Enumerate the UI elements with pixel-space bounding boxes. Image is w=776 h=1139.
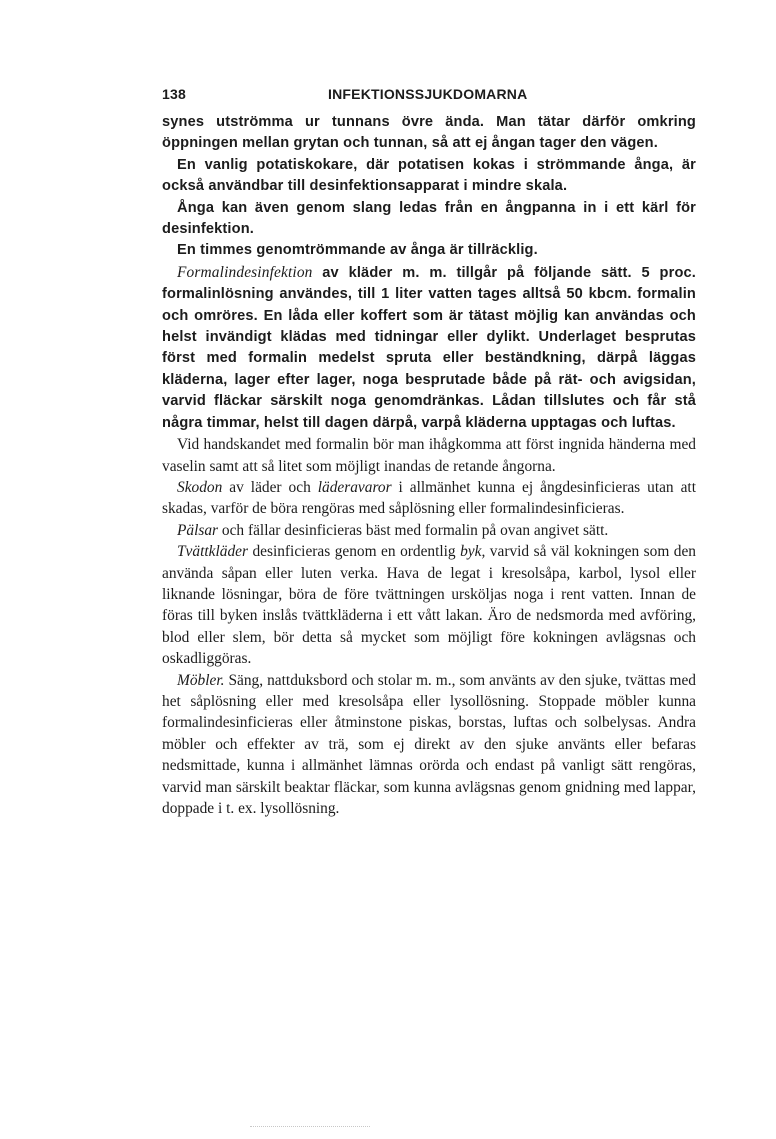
italic-lead: Möbler.: [177, 671, 225, 689]
italic-lead: Skodon: [177, 478, 223, 496]
plain-section: [162, 434, 696, 819]
footer-smudge: [250, 1126, 370, 1128]
paragraph: Möbler. Säng, nattduksbord och stolar m. m., som använts av den sjuke, tvättas med het såplösning eller med kresolsåpa eller lysollösning. Stoppade möbler kunna formalindesinficieras eller åtminstone piskas, borstas, luftas och solbelysas. Andra möbler och effekter av trä, som ej direkt av den sjuke använts eller befaras nedsmittade, kunna i allmänhet lämnas orörda och endast på vanligt sätt rengöras, varvid man särskilt beaktar fläckar, som kunna avlägsnas genom gnidning med lappar, doppade i t. ex. lysollösning.: [162, 671, 696, 817]
italic-lead: Pälsar: [177, 521, 219, 539]
paragraph: synes utströmma ur tunnans övre ända. Man tätar därför omkring öppningen mellan grytan och tunnan, så att ej ångan tager den vägen.: [162, 114, 696, 152]
paragraph: En vanlig potatiskokare, där potatisen kokas i strömmande ånga, är också användbar till desinfektionsapparat i mindre skala.: [162, 156, 696, 195]
running-title: INFEKTIONSSJUKDOMARNA: [328, 86, 528, 102]
paragraph: Skodon av läder och läderavaror i allmänhet kunna ej ångdesinficieras utan att skadas, varför de böra rengöras med såplösning eller formalindesinficieras.: [162, 478, 696, 518]
paragraph: Tvättkläder desinficieras genom en ordentlig byk, varvid så väl kokningen som den använda såpan eller luten verka. Hava de legat i kresolsåpa, karbol, lysol eller liknande lösningar, böra de före tvättningen ursköljas noga i rent vatten. Innan de föras till byken inslås tvättkläderna i ett vått lakan. Äro de nedsmorda med avföring, blod eller slem, bör detta så mycket som möjligt före kokningen avlägsnas och oskadliggöras.: [162, 543, 696, 668]
body-text: [162, 112, 696, 819]
bold-section: [162, 112, 696, 434]
italic-term: läderavaror: [317, 478, 392, 496]
paragraph: Pälsar och fällar desinficieras bäst med formalin på ovan angivet sätt.: [177, 521, 609, 539]
paragraph: En timmes genomtrömmande av ånga är tillräcklig.: [177, 242, 538, 259]
running-header: [162, 80, 696, 104]
italic-lead: Formalindesinfektion: [177, 263, 313, 281]
page-number: 138: [162, 86, 186, 102]
paragraph: Formalindesinfektion av kläder m. m. tillgår på följande sätt. 5 proc. formalinlösning användes, till 1 liter vatten tages alltså 50 kbcm. formalin och omröres. En låda eller koffert som är tätast möjlig kan användas och helst invändigt klädas med tidningar eller dylikt. Underlaget besprutas först med formalin medelst spruta eller beständkning, därpå läggas kläderna, lager efter lager, noga besprutade både på rät- och avigsidan, varvid fläckar särskilt noga genomdränkas. Lådan tillslutes och får stå några timmar, helst till dagen därpå, varpå kläderna upptagas och luftas.: [162, 263, 696, 431]
italic-lead: Tvättkläder: [177, 543, 248, 561]
italic-term: byk,: [460, 543, 486, 561]
paragraph: Vid handskandet med formalin bör man ihågkomma att först ingnida händerna med vaselin samt att så litet som möjligt inandas de retande ångorna.: [162, 436, 696, 475]
page: [162, 80, 696, 819]
paragraph: Ånga kan även genom slang ledas från en ångpanna in i ett kärl för desinfektion.: [162, 199, 696, 238]
